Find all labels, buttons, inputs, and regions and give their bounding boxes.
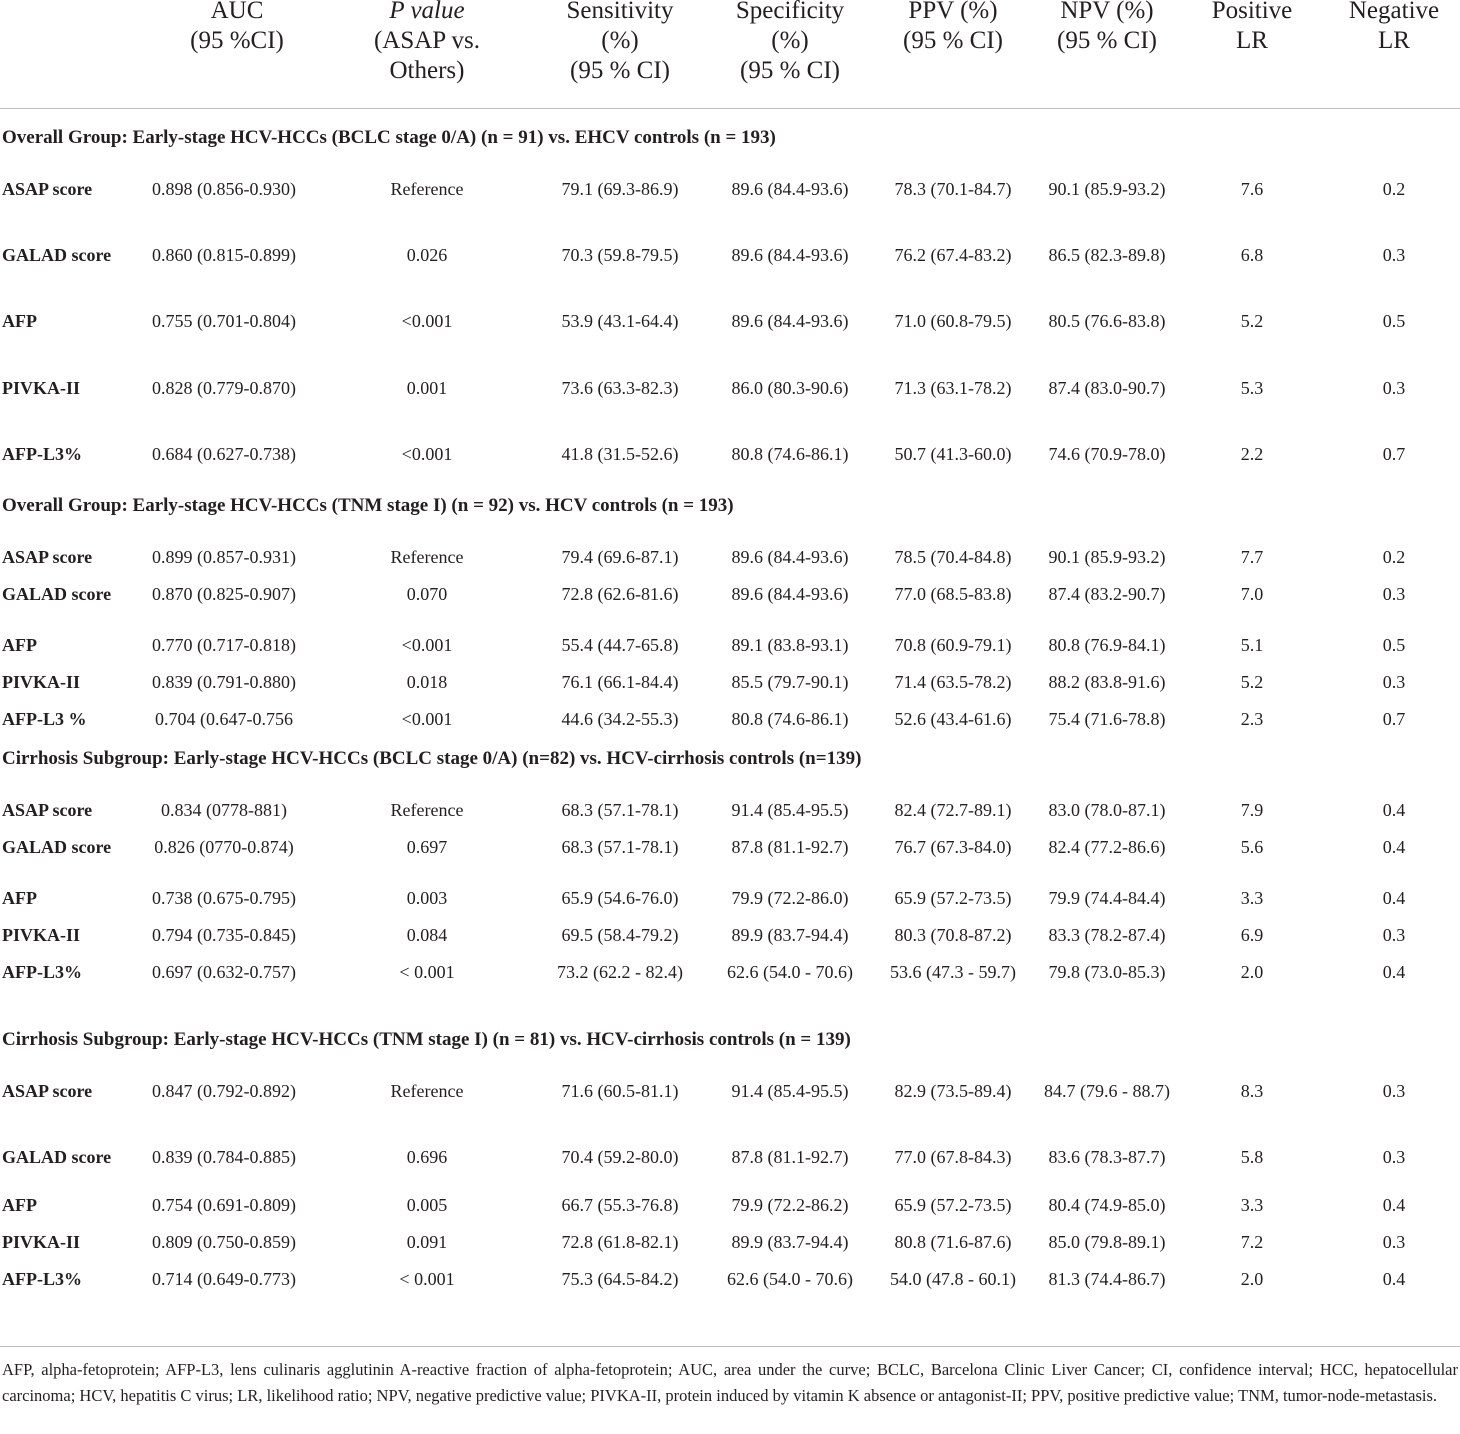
sensitivity-cell: 76.1 (66.1-84.4) (561, 672, 679, 692)
sensitivity-cell: 68.3 (57.1-78.1) (561, 800, 679, 820)
npv-cell: 74.6 (70.9-78.0) (1048, 444, 1166, 464)
negative-lr-cell: 0.3 (1382, 378, 1406, 398)
auc-cell: 0.770 (0.717-0.818) (152, 635, 296, 655)
negative-lr-cell: 0.4 (1382, 888, 1406, 908)
ppv-cell: 54.0 (47.8 - 60.1) (890, 1269, 1016, 1289)
auc-cell: 0.754 (0.691-0.809) (152, 1195, 296, 1215)
negative-lr-cell: 0.3 (1382, 584, 1406, 604)
npv-cell: 75.4 (71.6-78.8) (1048, 709, 1166, 729)
p-value-cell: 0.018 (406, 672, 448, 692)
negative-lr-cell: 0.4 (1382, 1269, 1406, 1289)
npv-cell: 79.9 (74.4-84.4) (1048, 888, 1166, 908)
auc-cell: 0.839 (0.791-0.880) (152, 672, 296, 692)
npv-cell: 86.5 (82.3-89.8) (1048, 245, 1166, 265)
header-positive-lr: Positive LR (1211, 0, 1293, 54)
sensitivity-cell: 79.1 (69.3-86.9) (561, 179, 679, 199)
auc-cell: 0.794 (0.735-0.845) (152, 925, 296, 945)
positive-lr-cell: 2.2 (1240, 444, 1264, 464)
p-value-cell: 0.697 (406, 837, 448, 857)
negative-lr-cell: 0.3 (1382, 1147, 1406, 1167)
positive-lr-cell: 7.2 (1240, 1232, 1264, 1252)
negative-lr-cell: 0.3 (1382, 1232, 1406, 1252)
npv-cell: 80.4 (74.9-85.0) (1048, 1195, 1166, 1215)
auc-cell: 0.898 (0.856-0.930) (152, 179, 296, 199)
p-value-cell: Reference (390, 179, 464, 199)
auc-cell: 0.684 (0.627-0.738) (152, 444, 296, 464)
npv-cell: 84.7 (79.6 - 88.7) (1044, 1081, 1170, 1101)
negative-lr-cell: 0.7 (1382, 444, 1406, 464)
ppv-cell: 77.0 (68.5-83.8) (894, 584, 1012, 604)
npv-cell: 83.6 (78.3-87.7) (1048, 1147, 1166, 1167)
auc-cell: 0.834 (0778-881) (161, 800, 287, 820)
sensitivity-cell: 68.3 (57.1-78.1) (561, 837, 679, 857)
positive-lr-cell: 7.0 (1240, 584, 1264, 604)
marker-name: PIVKA-II (2, 672, 81, 692)
sensitivity-cell: 70.3 (59.8-79.5) (561, 245, 679, 265)
header-negative-lr: Negative LR (1348, 0, 1440, 54)
ppv-cell: 76.2 (67.4-83.2) (894, 245, 1012, 265)
ppv-cell: 53.6 (47.3 - 59.7) (890, 962, 1016, 982)
positive-lr-cell: 5.3 (1240, 378, 1264, 398)
negative-lr-cell: 0.3 (1382, 1081, 1406, 1101)
specificity-cell: 89.6 (84.4-93.6) (731, 584, 849, 604)
positive-lr-cell: 3.3 (1240, 888, 1264, 908)
specificity-cell: 89.6 (84.4-93.6) (731, 547, 849, 567)
marker-name: GALAD score (2, 1147, 112, 1167)
p-value-cell: 0.091 (406, 1232, 448, 1252)
npv-cell: 79.8 (73.0-85.3) (1048, 962, 1166, 982)
p-value-cell: Reference (390, 800, 464, 820)
specificity-cell: 87.8 (81.1-92.7) (731, 837, 849, 857)
header-sensitivity: Sensitivity (%) (95 % CI) (566, 0, 674, 84)
positive-lr-cell: 5.2 (1240, 311, 1264, 331)
sensitivity-cell: 55.4 (44.7-65.8) (561, 635, 679, 655)
auc-cell: 0.755 (0.701-0.804) (152, 311, 296, 331)
marker-name: ASAP score (2, 1081, 93, 1101)
specificity-cell: 91.4 (85.4-95.5) (731, 800, 849, 820)
table-header (0, 0, 1460, 109)
sensitivity-cell: 44.6 (34.2-55.3) (561, 709, 679, 729)
ppv-cell: 77.0 (67.8-84.3) (894, 1147, 1012, 1167)
marker-name: AFP-L3% (2, 444, 82, 464)
npv-cell: 85.0 (79.8-89.1) (1048, 1232, 1166, 1252)
ppv-cell: 82.4 (72.7-89.1) (894, 800, 1012, 820)
specificity-cell: 80.8 (74.6-86.1) (731, 709, 849, 729)
auc-cell: 0.738 (0.675-0.795) (152, 888, 296, 908)
auc-cell: 0.847 (0.792-0.892) (152, 1081, 296, 1101)
sensitivity-cell: 70.4 (59.2-80.0) (561, 1147, 679, 1167)
ppv-cell: 71.3 (63.1-78.2) (894, 378, 1012, 398)
sensitivity-cell: 41.8 (31.5-52.6) (561, 444, 679, 464)
sensitivity-cell: 79.4 (69.6-87.1) (561, 547, 679, 567)
specificity-cell: 79.9 (72.2-86.0) (731, 888, 849, 908)
ppv-cell: 70.8 (60.9-79.1) (894, 635, 1012, 655)
negative-lr-cell: 0.4 (1382, 1195, 1406, 1215)
specificity-cell: 89.9 (83.7-94.4) (731, 925, 849, 945)
negative-lr-cell: 0.4 (1382, 962, 1406, 982)
p-value-cell: Reference (390, 1081, 464, 1101)
positive-lr-cell: 5.2 (1240, 672, 1264, 692)
marker-name: ASAP score (2, 179, 93, 199)
ppv-cell: 65.9 (57.2-73.5) (894, 1195, 1012, 1215)
negative-lr-cell: 0.5 (1382, 311, 1406, 331)
specificity-cell: 62.6 (54.0 - 70.6) (727, 962, 853, 982)
specificity-cell: 85.5 (79.7-90.1) (731, 672, 849, 692)
marker-name: AFP (2, 311, 37, 331)
header-auc: AUC (95 %CI) (190, 0, 284, 54)
ppv-cell: 76.7 (67.3-84.0) (894, 837, 1012, 857)
section-title: Overall Group: Early-stage HCV-HCCs (BCLC stage 0/A) (n = 91) vs. EHCV controls (n = 193) (2, 127, 776, 148)
marker-name: AFP-L3% (2, 1269, 82, 1289)
positive-lr-cell: 5.8 (1240, 1147, 1264, 1167)
positive-lr-cell: 7.6 (1240, 179, 1264, 199)
ppv-cell: 71.0 (60.8-79.5) (894, 311, 1012, 331)
ppv-cell: 80.8 (71.6-87.6) (894, 1232, 1012, 1252)
npv-cell: 88.2 (83.8-91.6) (1048, 672, 1166, 692)
npv-cell: 83.0 (78.0-87.1) (1048, 800, 1166, 820)
positive-lr-cell: 7.7 (1240, 547, 1264, 567)
ppv-cell: 78.3 (70.1-84.7) (894, 179, 1012, 199)
marker-name: PIVKA-II (2, 925, 81, 945)
p-value-cell: 0.005 (406, 1195, 448, 1215)
p-value-cell: < 0.001 (399, 962, 455, 982)
sensitivity-cell: 73.6 (63.3-82.3) (561, 378, 679, 398)
section-title: Overall Group: Early-stage HCV-HCCs (TNM stage I) (n = 92) vs. HCV controls (n = 193) (2, 495, 734, 516)
specificity-cell: 79.9 (72.2-86.2) (731, 1195, 849, 1215)
marker-name: AFP (2, 1195, 37, 1215)
sensitivity-cell: 71.6 (60.5-81.1) (561, 1081, 679, 1101)
specificity-cell: 80.8 (74.6-86.1) (731, 444, 849, 464)
specificity-cell: 91.4 (85.4-95.5) (731, 1081, 849, 1101)
ppv-cell: 82.9 (73.5-89.4) (894, 1081, 1012, 1101)
npv-cell: 87.4 (83.0-90.7) (1048, 378, 1166, 398)
npv-cell: 83.3 (78.2-87.4) (1048, 925, 1166, 945)
auc-cell: 0.714 (0.649-0.773) (152, 1269, 296, 1289)
p-value-cell: 0.003 (406, 888, 448, 908)
marker-name: AFP (2, 635, 37, 655)
ppv-cell: 71.4 (63.5-78.2) (894, 672, 1012, 692)
positive-lr-cell: 6.8 (1240, 245, 1264, 265)
positive-lr-cell: 2.3 (1240, 709, 1264, 729)
specificity-cell: 89.1 (83.8-93.1) (731, 635, 849, 655)
auc-cell: 0.809 (0.750-0.859) (152, 1232, 296, 1252)
auc-cell: 0.697 (0.632-0.757) (152, 962, 296, 982)
negative-lr-cell: 0.5 (1382, 635, 1406, 655)
specificity-cell: 89.6 (84.4-93.6) (731, 245, 849, 265)
sensitivity-cell: 73.2 (62.2 - 82.4) (557, 962, 683, 982)
specificity-cell: 89.9 (83.7-94.4) (731, 1232, 849, 1252)
sensitivity-cell: 72.8 (61.8-82.1) (561, 1232, 679, 1252)
sensitivity-cell: 65.9 (54.6-76.0) (561, 888, 679, 908)
p-value-cell: <0.001 (401, 635, 453, 655)
auc-cell: 0.870 (0.825-0.907) (152, 584, 296, 604)
positive-lr-cell: 3.3 (1240, 1195, 1264, 1215)
p-value-cell: Reference (390, 547, 464, 567)
specificity-cell: 87.8 (81.1-92.7) (731, 1147, 849, 1167)
header-npv: NPV (%) (95 % CI) (1057, 0, 1157, 54)
negative-lr-cell: 0.2 (1382, 179, 1406, 199)
npv-cell: 87.4 (83.2-90.7) (1048, 584, 1166, 604)
footnote-text: AFP, alpha-fetoprotein; AFP-L3, lens culinaris agglutinin A-reactive fraction of alpha-fetoprotein; AUC, area under the curve; BCLC, Barcelona Clinic Liver Cancer; CI, confidence interval; HCC, hepatocellular carcinoma; HCV, hepatitis C virus; LR, likelihood ratio; NPV, negative predictive value; PIVKA-II, protein induced by vitamin K absence or antagonist-II; PPV, positive predictive value; TNM, tumor-node-metastasis. (2, 1360, 1458, 1405)
header-p-value: P value (ASAP vs. Others) (373, 0, 481, 84)
p-value-cell: <0.001 (401, 444, 453, 464)
marker-name: GALAD score (2, 837, 112, 857)
auc-cell: 0.704 (0.647-0.756 (155, 709, 293, 729)
auc-cell: 0.899 (0.857-0.931) (152, 547, 296, 567)
p-value-cell: 0.696 (406, 1147, 448, 1167)
auc-cell: 0.826 (0770-0.874) (154, 837, 294, 857)
specificity-cell: 89.6 (84.4-93.6) (731, 311, 849, 331)
positive-lr-cell: 6.9 (1240, 925, 1264, 945)
ppv-cell: 50.7 (41.3-60.0) (894, 444, 1012, 464)
sensitivity-cell: 69.5 (58.4-79.2) (561, 925, 679, 945)
npv-cell: 90.1 (85.9-93.2) (1048, 179, 1166, 199)
sensitivity-cell: 53.9 (43.1-64.4) (561, 311, 679, 331)
negative-lr-cell: 0.4 (1382, 837, 1406, 857)
marker-name: PIVKA-II (2, 1232, 81, 1252)
p-value-cell: <0.001 (401, 709, 453, 729)
positive-lr-cell: 2.0 (1240, 962, 1264, 982)
marker-name: AFP-L3% (2, 962, 82, 982)
header-specificity: Specificity (%) (95 % CI) (735, 0, 845, 84)
p-value-cell: < 0.001 (399, 1269, 455, 1289)
p-value-cell: 0.070 (406, 584, 448, 604)
ppv-cell: 78.5 (70.4-84.8) (894, 547, 1012, 567)
p-value-cell: <0.001 (401, 311, 453, 331)
sensitivity-cell: 75.3 (64.5-84.2) (561, 1269, 679, 1289)
ppv-cell: 80.3 (70.8-87.2) (894, 925, 1012, 945)
positive-lr-cell: 2.0 (1240, 1269, 1264, 1289)
marker-name: ASAP score (2, 547, 93, 567)
npv-cell: 81.3 (74.4-86.7) (1048, 1269, 1166, 1289)
negative-lr-cell: 0.3 (1382, 245, 1406, 265)
marker-name: PIVKA-II (2, 378, 81, 398)
negative-lr-cell: 0.7 (1382, 709, 1406, 729)
specificity-cell: 89.6 (84.4-93.6) (731, 179, 849, 199)
marker-name: AFP (2, 888, 37, 908)
npv-cell: 82.4 (77.2-86.6) (1048, 837, 1166, 857)
positive-lr-cell: 8.3 (1240, 1081, 1264, 1101)
p-value-cell: 0.026 (406, 245, 448, 265)
ppv-cell: 52.6 (43.4-61.6) (894, 709, 1012, 729)
ppv-cell: 65.9 (57.2-73.5) (894, 888, 1012, 908)
marker-name: GALAD score (2, 584, 112, 604)
negative-lr-cell: 0.4 (1382, 800, 1406, 820)
specificity-cell: 62.6 (54.0 - 70.6) (727, 1269, 853, 1289)
positive-lr-cell: 5.6 (1240, 837, 1264, 857)
sensitivity-cell: 72.8 (62.6-81.6) (561, 584, 679, 604)
auc-cell: 0.828 (0.779-0.870) (152, 378, 296, 398)
marker-name: ASAP score (2, 800, 93, 820)
marker-name: GALAD score (2, 245, 112, 265)
auc-cell: 0.839 (0.784-0.885) (152, 1147, 296, 1167)
marker-name: AFP-L3 % (2, 709, 87, 729)
section-title: Cirrhosis Subgroup: Early-stage HCV-HCCs (TNM stage I) (n = 81) vs. HCV-cirrhosis controls (n = 139) (2, 1029, 851, 1050)
positive-lr-cell: 5.1 (1240, 635, 1264, 655)
auc-cell: 0.860 (0.815-0.899) (152, 245, 296, 265)
header-ppv: PPV (%) (95 % CI) (903, 0, 1003, 54)
table-footnote (0, 1346, 1460, 1409)
negative-lr-cell: 0.3 (1382, 925, 1406, 945)
section-title: Cirrhosis Subgroup: Early-stage HCV-HCCs (BCLC stage 0/A) (n=82) vs. HCV-cirrhosis controls (n=139) (2, 748, 862, 769)
negative-lr-cell: 0.3 (1382, 672, 1406, 692)
p-value-cell: 0.084 (406, 925, 448, 945)
specificity-cell: 86.0 (80.3-90.6) (731, 378, 849, 398)
sensitivity-cell: 66.7 (55.3-76.8) (561, 1195, 679, 1215)
negative-lr-cell: 0.2 (1382, 547, 1406, 567)
positive-lr-cell: 7.9 (1240, 800, 1264, 820)
p-value-cell: 0.001 (406, 378, 448, 398)
npv-cell: 80.8 (76.9-84.1) (1048, 635, 1166, 655)
npv-cell: 90.1 (85.9-93.2) (1048, 547, 1166, 567)
npv-cell: 80.5 (76.6-83.8) (1048, 311, 1166, 331)
